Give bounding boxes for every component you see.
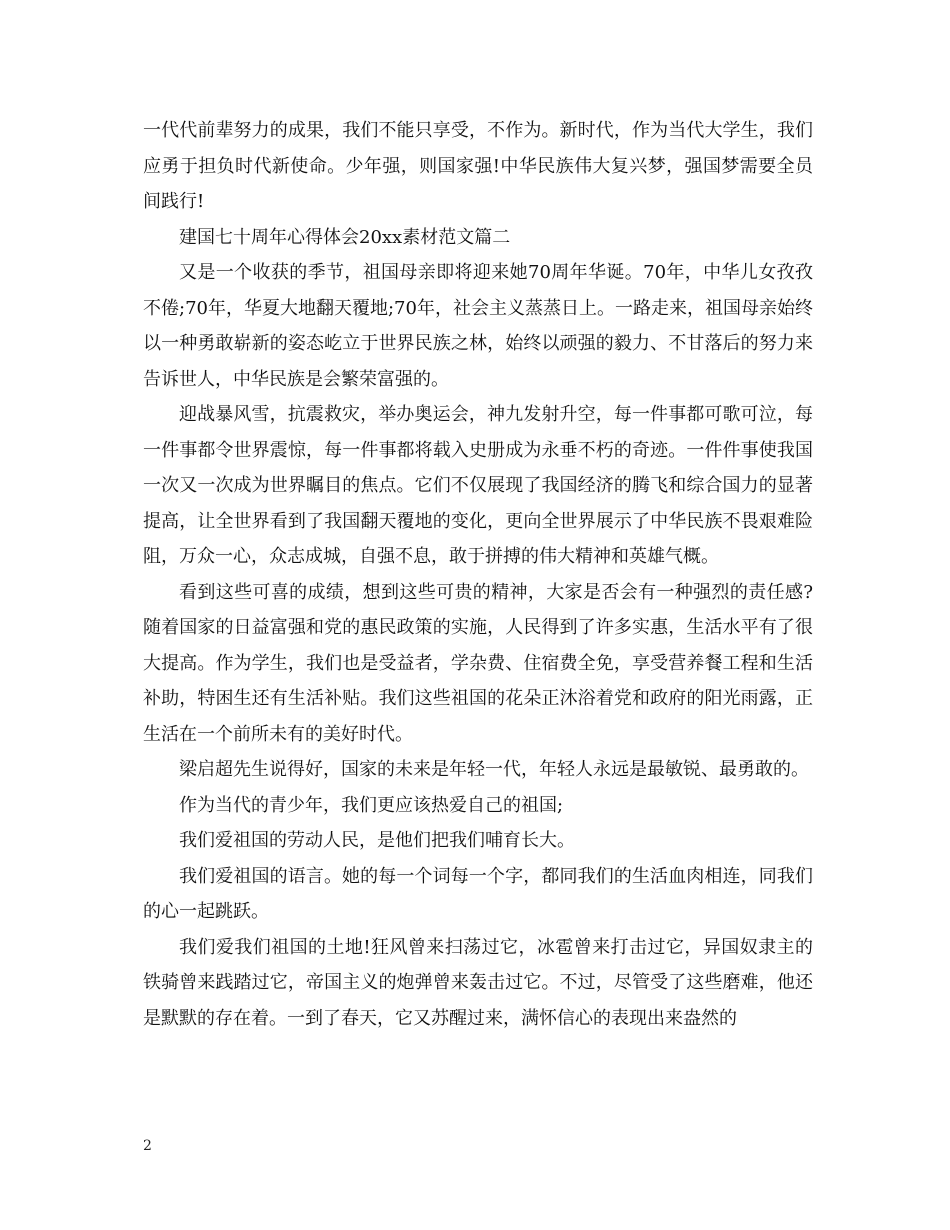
paragraph: 一代代前辈努力的成果，我们不能只享受，不作为。新时代，作为当代大学生，我们应勇于担负时代新使命。少年强，则国家强!中华民族伟大复兴梦，强国梦需要全员间践行! (143, 120, 813, 212)
paragraph: 迎战暴风雪，抗震救灾，举办奥运会，神九发射升空，每一件事都可歌可泣，每一件事都令世界震惊，每一件事都将载入史册成为永垂不朽的奇迹。一件件事使我国一次又一次成为世界瞩目的焦点。它们不仅展现了我国经济的腾飞和综合国力的显著提高，让全世界看到了我国翻天覆地的变化，更向全世界展示了中华民族不畏艰难险阻，万众一心，众志成城，自强不息，敢于拼搏的伟大精神和英雄气概。 (143, 404, 813, 567)
paragraph: 我们爱我们祖国的土地!狂风曾来扫荡过它，冰雹曾来打击过它，异国奴隶主的铁骑曾来践踏过它，帝国主义的炮弹曾来轰击过它。不过，尽管受了这些磨难，他还是默默的存在着。一到了春天，它又苏醒过来，满怀信心的表现出来盎然的 (143, 936, 813, 1029)
paragraph: 作为当代的青少年，我们更应该热爱自己的祖国; (179, 794, 564, 816)
section-heading: 建国七十周年心得体会20xx素材范文篇二 (179, 226, 511, 248)
paragraph: 梁启超先生说得好，国家的未来是年轻一代，年轻人永远是最敏锐、最勇敢的。 (179, 759, 809, 780)
page-number: 2 (143, 1138, 152, 1154)
document-body (143, 113, 813, 1036)
paragraph: 又是一个收获的季节，祖国母亲即将迎来她70周年华诞。70年，中华儿女孜孜不倦;70年，华夏大地翻天覆地;70年，社会主义蒸蒸日上。一路走来，祖国母亲始终以一种勇敢崭新的姿态屹立于世界民族之林，始终以顽强的毅力、不甘落后的努力来告诉世人，中华民族是会繁荣富强的。 (143, 262, 813, 390)
paragraph: 我们爱祖国的语言。她的每一个词每一个字，都同我们的生活血肉相连，同我们的心一起跳跃。 (143, 865, 813, 922)
paragraph: 我们爱祖国的劳动人民，是他们把我们哺育长大。 (179, 830, 575, 851)
paragraph: 看到这些可喜的成绩，想到这些可贵的精神，大家是否会有一种强烈的责任感?随着国家的日益富强和党的惠民政策的实施，人民得到了许多实惠，生活水平有了很大提高。作为学生，我们也是受益者，学杂费、住宿费全免，享受营养餐工程和生活补助，特困生还有生活补贴。我们这些祖国的花朵正沐浴着党和政府的阳光雨露，正生活在一个前所未有的美好时代。 (143, 581, 813, 745)
